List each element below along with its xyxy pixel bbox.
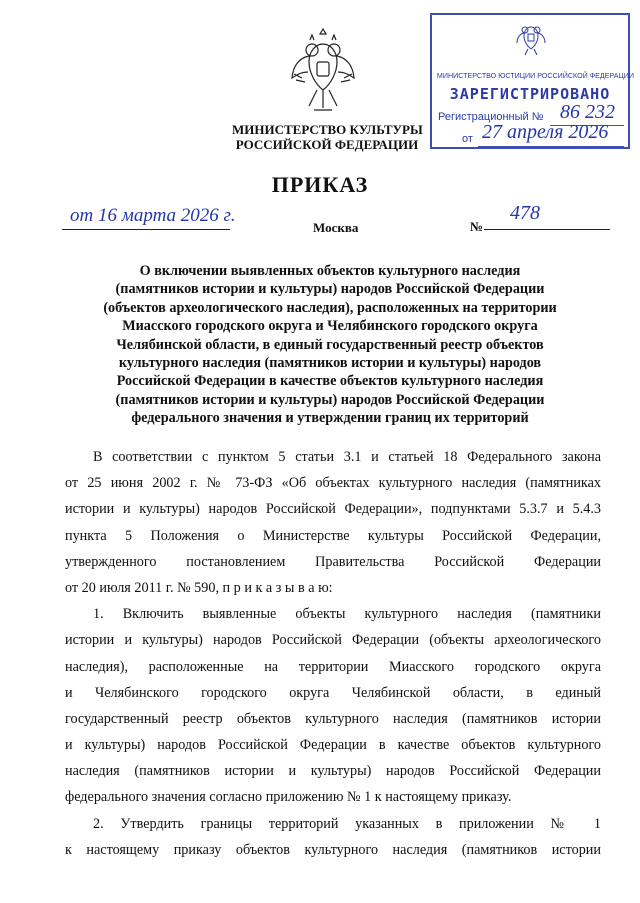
order-date-handwritten: от 16 марта 2026 г. <box>70 205 236 226</box>
body-line: государственный реестр объектов культурного наследия (памятников истории <box>65 710 601 727</box>
stamp-date-prefix: от <box>462 133 473 145</box>
number-underline <box>484 229 610 230</box>
ministry-line-1: МИНИСТЕРСТВО КУЛЬТУРЫ <box>232 122 423 137</box>
body-line: наследия), расположенные на территории Миасского городского округа <box>65 658 601 675</box>
body-line: от 25 июня 2002 г. № 73-ФЗ «Об объектах культурного наследия (памятниках <box>65 475 601 492</box>
order-number-handwritten: 478 <box>510 202 540 224</box>
stamp-date-underline <box>478 146 624 147</box>
ministry-name <box>232 122 422 152</box>
date-underline <box>62 229 230 230</box>
subject-line: федерального значения и утверждении границ их территорий <box>131 410 529 427</box>
registration-stamp <box>430 13 635 149</box>
order-number-sign: № <box>470 219 484 234</box>
subject-line: (памятников истории и культуры) народов Российской Федерации <box>115 281 545 298</box>
subject-line: (памятников истории и культуры) народов Российской Федерации <box>115 391 545 408</box>
body-line: 2. Утвердить границы территорий указанных в приложении № 1 <box>93 815 601 832</box>
stamp-reg-number-label: Регистрационный № <box>438 111 544 123</box>
body-line: пункта 5 Положения о Министерстве культуры Российской Федерации, <box>65 527 601 544</box>
subject-line: культурного наследия (памятников истории и культуры) народов <box>118 355 542 372</box>
body-line: наследия (памятников истории и культуры) народов Российской Федерации <box>65 763 601 780</box>
subject-line: О включении выявленных объектов культурного наследия <box>139 263 521 279</box>
body-line: истории и культуры) народов Российской Федерации», подпунктами 5.3.7 и 5.4.3 <box>65 501 601 518</box>
body-line: истории и культуры) народов Российской Федерации (объекты археологического <box>65 632 601 649</box>
stamp-date: 27 апреля 2026 <box>482 121 609 143</box>
stamp-organization: МИНИСТЕРСТВО ЮСТИЦИИ РОССИЙСКОЙ ФЕДЕРАЦИИ <box>436 71 635 80</box>
stamp-emblem-icon <box>516 21 546 57</box>
body-line: В соответствии с пунктом 5 статьи 3.1 и статьей 18 Федерального закона <box>93 449 601 465</box>
stamp-reg-number: 86 232 <box>560 101 615 123</box>
coat-of-arms-emblem-icon <box>290 28 356 116</box>
body-line: и Челябинского городского округа Челябинской области, в единый <box>65 684 601 701</box>
subject-line: Российской Федерации в качестве объектов культурного наследия <box>116 373 544 390</box>
order-body <box>65 444 601 863</box>
body-line: и культуры) народов Российской Федерации в качестве объектов культурного <box>65 737 601 754</box>
subject-line: Миасского городского округа и Челябинского городского округа <box>122 318 538 335</box>
body-line: 1. Включить выявленные объекты культурного наследия (памятники <box>93 606 601 623</box>
body-line: к настоящему приказу объектов культурного наследия (памятников истории <box>65 841 601 858</box>
subject-line: Челябинской области, в единый государственный реестр объектов <box>116 336 544 353</box>
city-name: Москва <box>313 220 359 235</box>
ministry-line-2: РОССИЙСКОЙ ФЕДЕРАЦИИ <box>235 137 419 152</box>
document-type-title: ПРИКАЗ <box>271 172 369 197</box>
stamp-registered: ЗАРЕГИСТРИРОВАНО <box>449 85 611 103</box>
body-line: федерального значения согласно приложению № 1 к настоящему приказу. <box>65 789 512 806</box>
body-line: от 20 июля 2011 г. № 590, п р и к а з ы в а ю: <box>65 579 333 596</box>
order-subject <box>60 262 600 428</box>
body-line: утвержденного постановлением Правительства Российской Федерации <box>65 553 601 570</box>
subject-line: (объектов археологического наследия), расположенных на территории <box>103 299 557 316</box>
